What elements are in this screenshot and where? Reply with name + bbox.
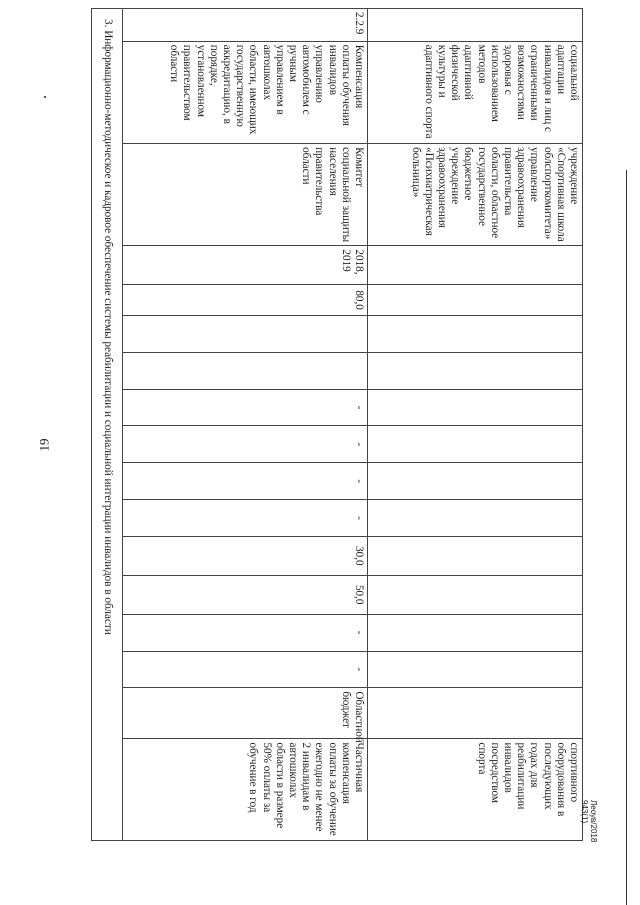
cell-value: - bbox=[123, 651, 368, 688]
cell-value bbox=[368, 500, 583, 537]
cell-value: 80,0 bbox=[123, 285, 368, 316]
cell-years: 2018, 2019 bbox=[123, 246, 368, 285]
cell-value: - bbox=[123, 463, 368, 500]
section-row bbox=[92, 9, 123, 841]
footer-code: Леоув/2018 943(1) bbox=[580, 800, 598, 843]
cell-value bbox=[368, 389, 583, 426]
cell-source: Областной бюджет bbox=[123, 688, 368, 739]
cell-value bbox=[368, 651, 583, 688]
cell-years bbox=[368, 246, 583, 285]
cell-number bbox=[368, 9, 583, 42]
cell-value bbox=[123, 352, 368, 389]
cell-value bbox=[368, 614, 583, 651]
cell-value bbox=[368, 463, 583, 500]
cell-result: спортивного оборудования в последующих годах для реабилитации инвалидов посредством спорта bbox=[368, 739, 583, 841]
scan-dot bbox=[44, 96, 46, 98]
cell-event: Компенсация оплаты обучения инвалидов управлению автомобилем с ручным управлением в автошколах области, имеющих государственную аккредитацию, в порядке, установленном правительством области bbox=[123, 41, 368, 143]
cell-event: социальной адаптации инвалидов и лиц с ограниченными возможностями здоровья с использованием методов адаптивной физической культуры и адаптивного спорта bbox=[368, 41, 583, 143]
program-table bbox=[91, 8, 583, 841]
cell-value: - bbox=[123, 426, 368, 463]
margin-line bbox=[626, 170, 627, 905]
cell-value bbox=[123, 315, 368, 352]
cell-number: 2.2.9 bbox=[123, 9, 368, 42]
cell-value: 30,0 bbox=[123, 536, 368, 575]
cell-value bbox=[368, 575, 583, 614]
cell-value bbox=[368, 352, 583, 389]
cell-executor: учреждение «Спортивная школа облспорткомитета» управление здравоохранения правительства области, областное государственное бюджетное учреждение здравоохранения «Психиатрическая больница» bbox=[368, 144, 583, 246]
table-row bbox=[368, 9, 583, 841]
cell-source bbox=[368, 688, 583, 739]
cell-value: 50,0 bbox=[123, 575, 368, 614]
cell-value bbox=[368, 536, 583, 575]
page-number: 19 bbox=[36, 438, 52, 452]
cell-result: Частичная компенсация оплаты за обучение ежегодно не менее 2 инвалидам в автошколах области в размере 50% оплаты за обучение в год bbox=[123, 739, 368, 841]
section-heading: 3. Информационно-методическое и кадровое обеспечение системы реабилитации и социальной интеграции инвалидов в области bbox=[92, 9, 123, 841]
cell-value bbox=[368, 315, 583, 352]
cell-value bbox=[368, 426, 583, 463]
cell-executor: Комитет социальной защиты населения правительства области bbox=[123, 144, 368, 246]
cell-value bbox=[368, 285, 583, 316]
cell-value: - bbox=[123, 389, 368, 426]
cell-value: - bbox=[123, 614, 368, 651]
table-row bbox=[123, 9, 368, 841]
cell-value: - bbox=[123, 500, 368, 537]
rotated-table-frame bbox=[93, 8, 583, 841]
